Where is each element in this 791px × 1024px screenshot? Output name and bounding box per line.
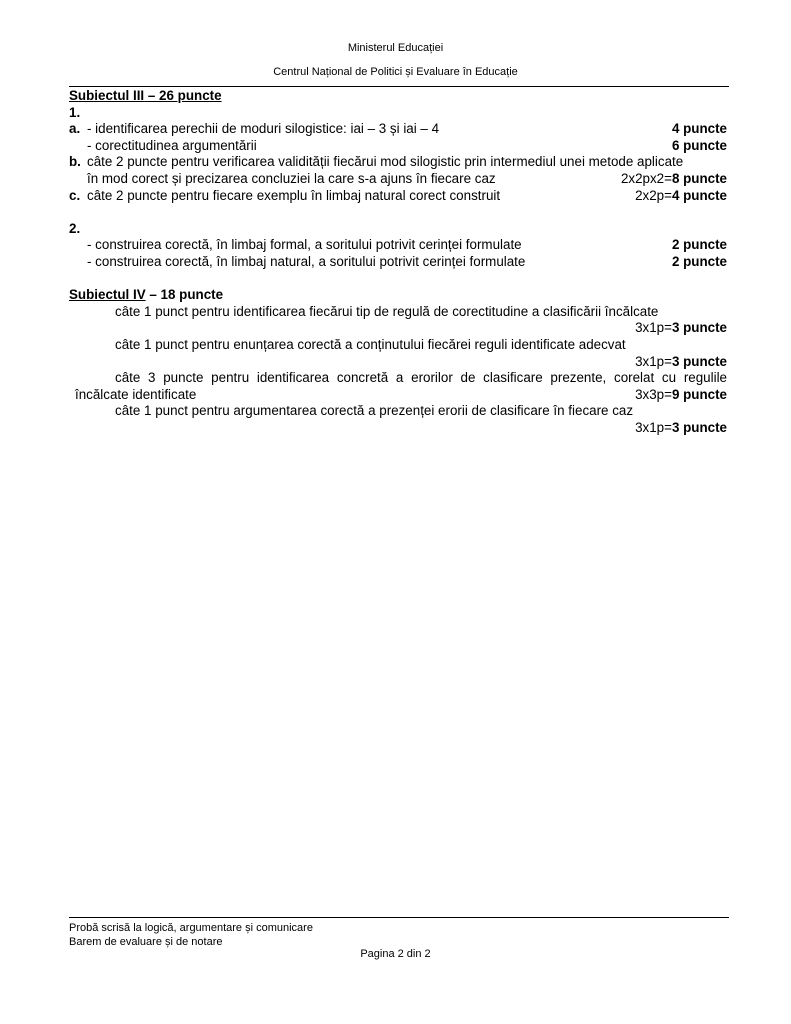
q2-label: 2. — [69, 220, 81, 236]
s3-title-points: – 26 puncte — [147, 88, 222, 103]
question-number — [69, 105, 727, 122]
item-a-label: a. — [69, 121, 81, 137]
item-c-points: 2x2p=4 puncte — [635, 187, 727, 203]
q2-points1: 2 puncte — [671, 237, 727, 253]
grading-content — [69, 88, 727, 436]
footer-divider — [69, 917, 729, 918]
footer-exam-title: Probă scrisă la logică, argumentare și comunicare — [69, 922, 313, 934]
section-title-s3 — [69, 88, 727, 105]
item-a-text1: - identificarea perechii de moduri silogistice: iai – 3 și iai – 4 — [87, 121, 440, 137]
s4-title: Subiectul IV — [69, 287, 146, 303]
q2-line2 — [69, 254, 727, 271]
s4-item3-line1 — [69, 370, 727, 387]
s4-item2-points: 3x1p=3 puncte — [635, 353, 727, 369]
item-a-line2 — [69, 138, 727, 155]
q2-line1 — [69, 237, 727, 254]
s4-title-points: – 18 puncte — [149, 287, 224, 303]
section-title-s4 — [69, 287, 727, 304]
s4-item2 — [69, 337, 727, 354]
question-number — [69, 221, 727, 238]
header-divider — [69, 86, 729, 87]
s4-item4-points: 3x1p=3 puncte — [635, 419, 727, 435]
item-b-label: b. — [69, 154, 81, 170]
q2-points2: 2 puncte — [671, 253, 727, 269]
item-b-text1: câte 2 puncte pentru verificarea validității fiecărui mod silogistic prin intermediul unei metode aplicate — [87, 154, 684, 170]
q2-text2: - construirea corectă, în limbaj natural, a soritului potrivit cerinței formulate — [87, 253, 526, 269]
s4-item4 — [69, 403, 727, 420]
s4-item4-text: câte 1 punct pentru argumentarea corectă a prezenței erorii de clasificare în fiecare caz — [115, 403, 634, 419]
s4-item1-points: 3x1p=3 puncte — [635, 320, 727, 336]
s4-item2-score — [69, 354, 727, 371]
s4-item3-text1: câte 3 puncte pentru identificarea concretă a erorilor de clasificare prezente, corelat cu regulile — [115, 370, 727, 386]
item-a-points2: 6 puncte — [671, 137, 727, 153]
item-a-line1 — [69, 121, 727, 138]
s4-item3-text2: încălcate identificate — [75, 386, 197, 402]
s4-item3-points: 3x3p=9 puncte — [635, 386, 727, 402]
item-a-points1: 4 puncte — [671, 121, 727, 137]
footer-barem: Barem de evaluare și de notare — [69, 936, 223, 948]
item-c-text1: câte 2 puncte pentru fiecare exemplu în limbaj natural corect construit — [87, 187, 501, 203]
item-c-label: c. — [69, 187, 81, 203]
q1-label: 1. — [69, 104, 81, 120]
item-b-line1 — [69, 154, 727, 171]
item-c-line1 — [69, 188, 727, 205]
item-b-line2 — [69, 171, 727, 188]
item-a-text2: - corectitudinea argumentării — [87, 137, 257, 153]
s4-item1-text: câte 1 punct pentru identificarea fiecărui tip de regulă de corectitudine a clasificării încălcate — [115, 303, 659, 319]
s4-item1 — [69, 304, 727, 321]
s4-item3-line2 — [69, 387, 727, 404]
header-ministry: Ministerul Educației — [347, 42, 444, 54]
s4-item4-score — [69, 420, 727, 437]
item-b-points: 2x2px2=8 puncte — [620, 170, 727, 186]
q2-text1: - construirea corectă, în limbaj formal, a soritului potrivit cerinței formulate — [87, 237, 522, 253]
s4-item1-score — [69, 320, 727, 337]
item-b-text2: în mod corect și precizarea concluziei la care s-a ajuns în fiecare caz — [87, 170, 496, 186]
header-center: Centrul Național de Politici și Evaluare în Educație — [273, 66, 518, 78]
page-number: Pagina 2 din 2 — [360, 948, 431, 960]
s3-title: Subiectul III — [69, 88, 145, 103]
s4-item2-text: câte 1 punct pentru enunțarea corectă a conținutului fiecărei reguli identificate adecvat — [115, 336, 626, 352]
